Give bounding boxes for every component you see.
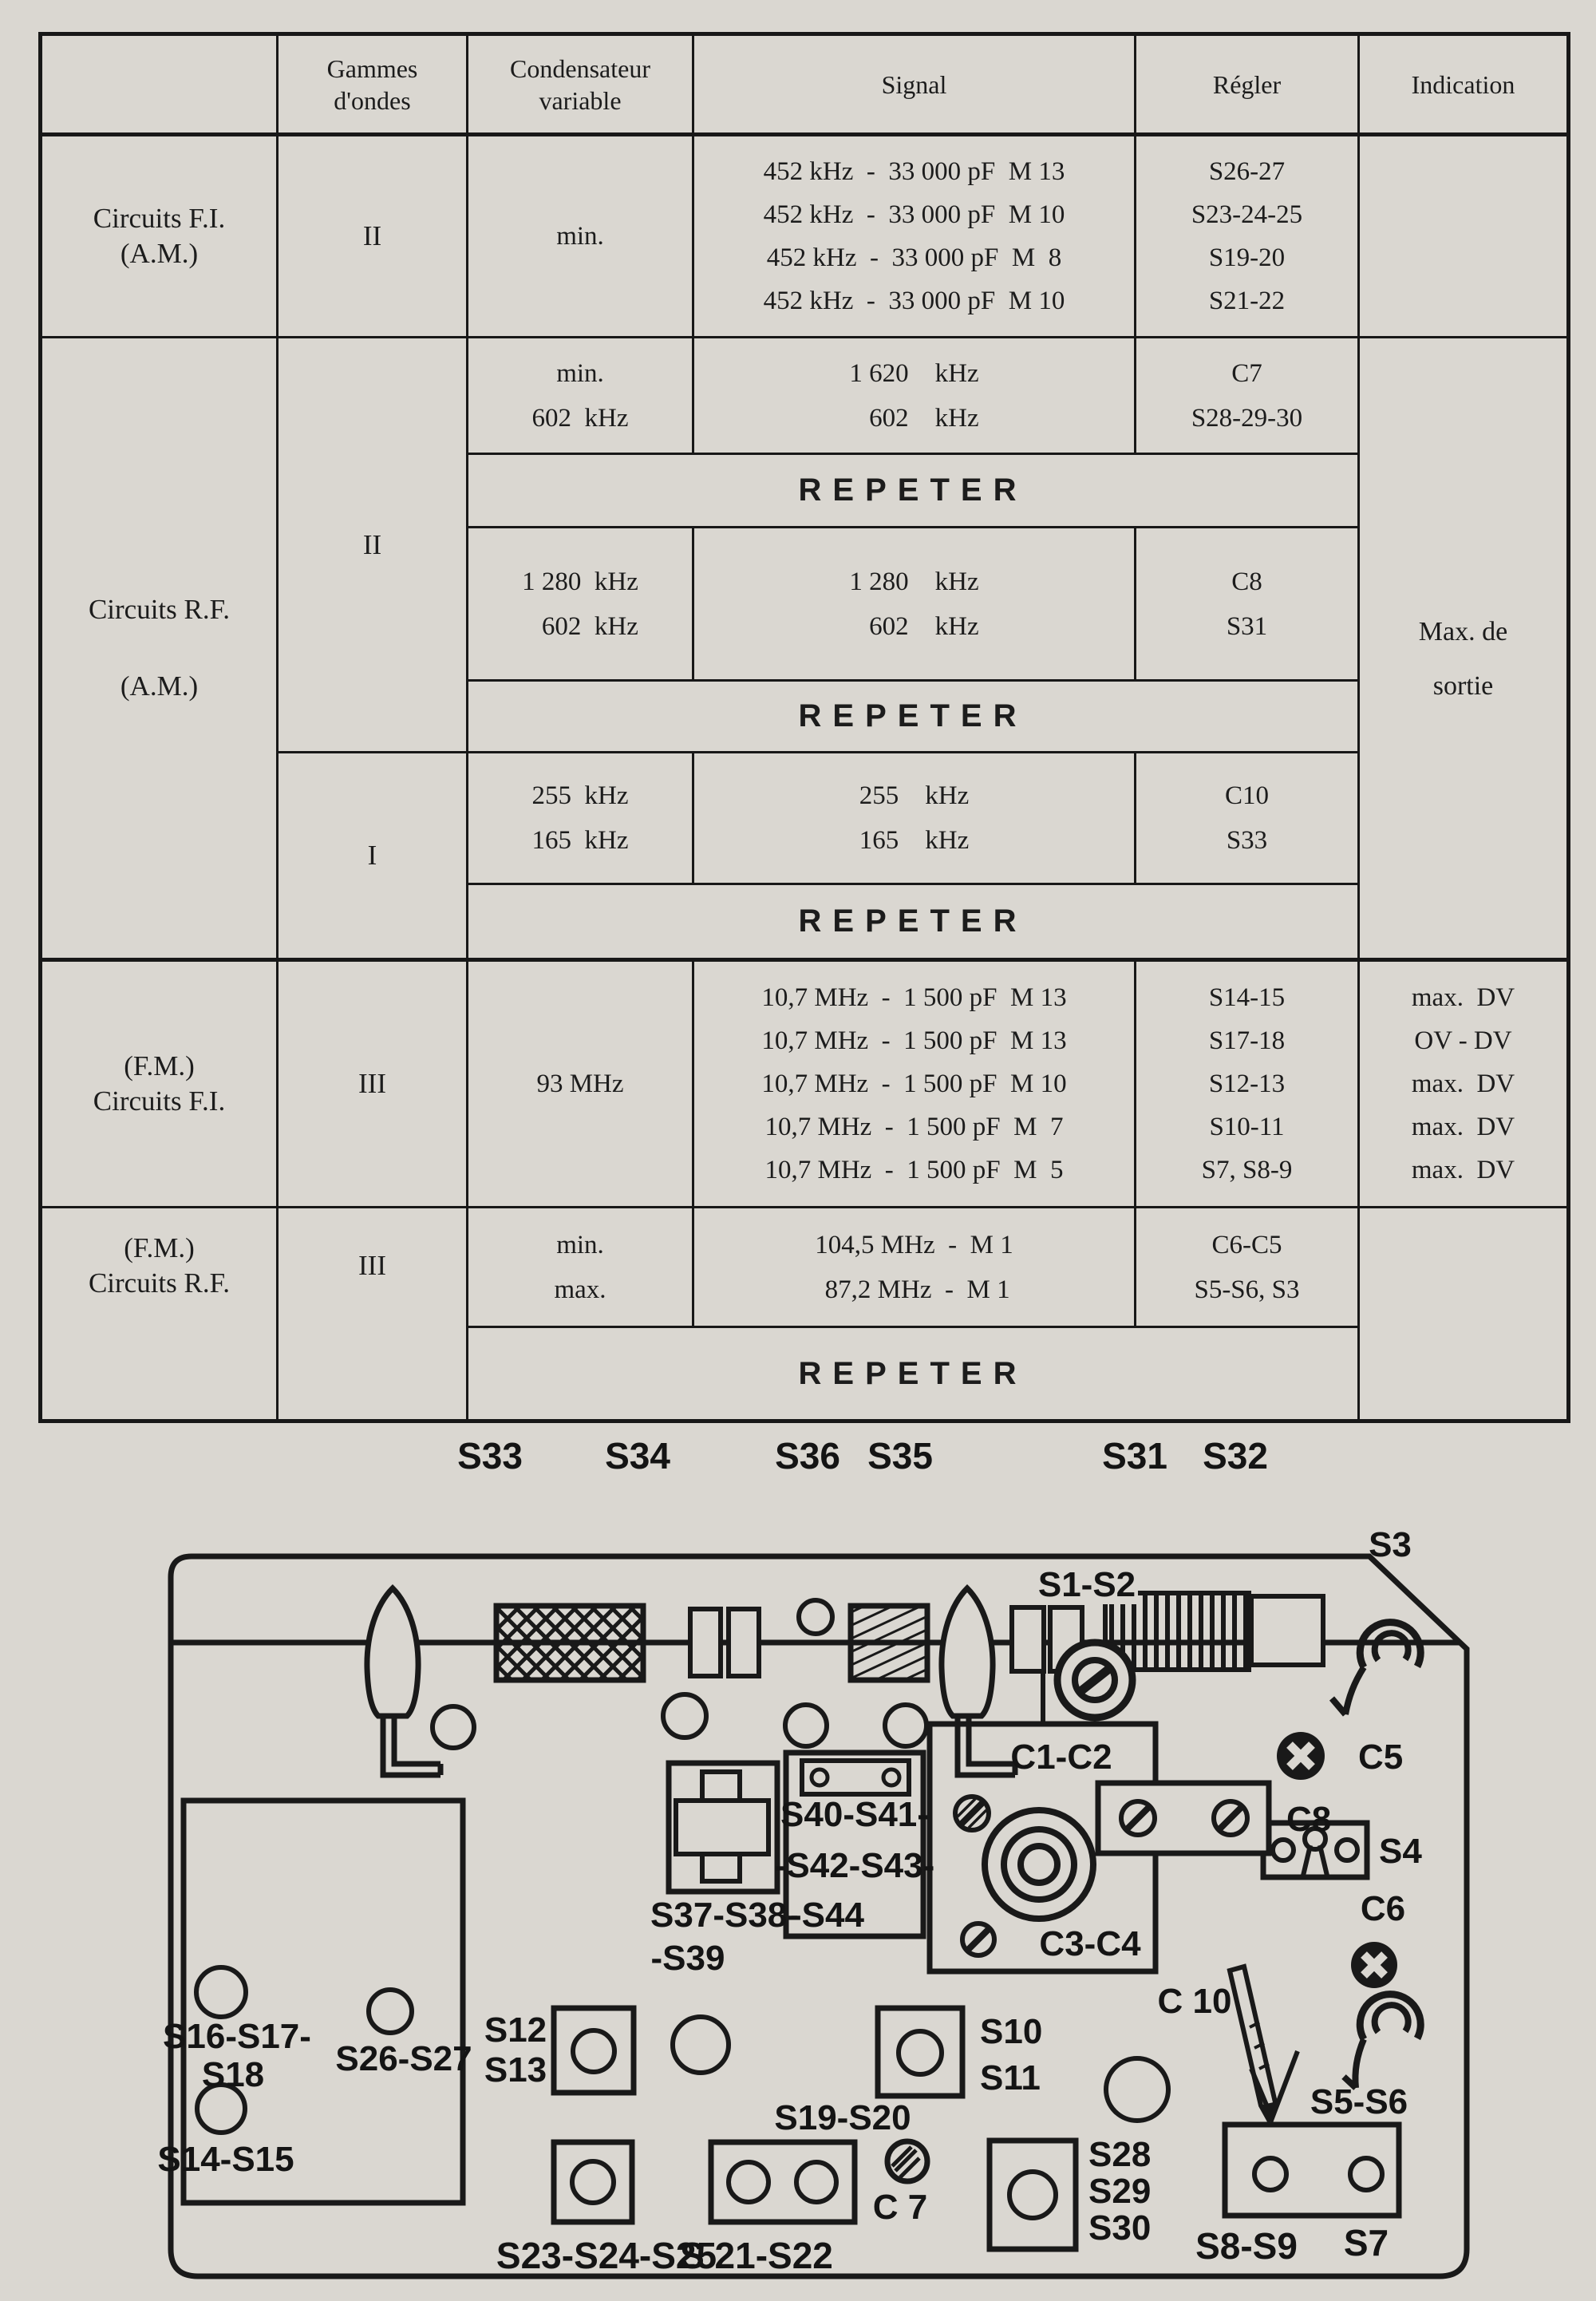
cell-fi-am-signal xyxy=(693,135,1136,338)
signal-line: 87,2 MHz - M 1 xyxy=(818,1275,1010,1304)
s12-s13-hole-icon xyxy=(573,2030,614,2072)
cell-rf-am-sub1-cond xyxy=(468,338,693,454)
label-s34: S34 xyxy=(605,1435,670,1477)
label-s14-s15: S14-S15 xyxy=(157,2140,294,2179)
cell-rf-am-sub1-regler xyxy=(1136,338,1359,454)
label-s3: S3 xyxy=(1369,1525,1412,1564)
label-c7: C 7 xyxy=(872,2188,928,2227)
regler-line: S17-18 xyxy=(1208,1026,1286,1055)
indication-line: Max. de xyxy=(1418,617,1508,646)
cell-fi-am-indication xyxy=(1359,135,1569,338)
cell-fm-fi-label xyxy=(41,960,278,1208)
s3-coil-icon xyxy=(1332,1623,1420,1714)
cell-fm-fi-signal xyxy=(693,960,1136,1208)
cell-fm-rf-gamme: III xyxy=(278,1208,468,1421)
c5-screw-icon xyxy=(1277,1732,1325,1780)
cell-fi-am-gamme: II xyxy=(278,135,468,338)
label-s39: -S39 xyxy=(650,1939,725,1978)
label-s30: S30 xyxy=(1088,2208,1152,2248)
row-label-line: Circuits R.F. xyxy=(88,594,231,625)
cell-rf-am-sub3-cond xyxy=(468,753,693,884)
regler-line: C10 xyxy=(1224,781,1269,810)
label-s10: S10 xyxy=(980,2012,1043,2051)
cell-fi-am-cond: min. xyxy=(468,135,693,338)
label-s35: S35 xyxy=(867,1435,933,1477)
label-s42-s43: -S42-S43- xyxy=(774,1846,935,1885)
s23-s24-s25-hole-icon xyxy=(572,2161,614,2203)
row-label-line: (A.M.) xyxy=(120,238,199,269)
label-s21-s22: S 21-S22 xyxy=(680,2235,833,2276)
regler-line: S31 xyxy=(1226,611,1268,641)
cond-line: 1 280 kHz xyxy=(522,567,638,596)
coil-s35-icon xyxy=(851,1606,927,1680)
regler-line: S28-29-30 xyxy=(1191,403,1303,433)
label-c5: C5 xyxy=(1358,1738,1404,1777)
label-s33: S33 xyxy=(457,1435,523,1477)
regler-line: C8 xyxy=(1231,567,1262,596)
regler-line: S12-13 xyxy=(1208,1069,1286,1098)
repeat-label: REPETER xyxy=(798,903,1028,939)
cond-line: 602 kHz xyxy=(522,611,638,641)
c6-screw-icon xyxy=(1351,1942,1397,1988)
label-s18: S18 xyxy=(201,2055,265,2094)
signal-line: 10,7 MHz - 1 500 pF M 13 xyxy=(761,983,1067,1012)
indication-line: max. DV xyxy=(1411,1069,1515,1098)
cell-fm-rf-label xyxy=(41,1208,278,1421)
regler-line: S14-15 xyxy=(1208,983,1286,1012)
table-header-row xyxy=(41,34,1569,135)
s26-s27-hole-icon xyxy=(369,1990,412,2033)
indication-line: max. DV xyxy=(1411,983,1515,1012)
label-c1-c2: C1-C2 xyxy=(1010,1738,1112,1777)
label-s32: S32 xyxy=(1203,1435,1268,1477)
label-s13: S13 xyxy=(484,2050,547,2089)
label-c10: C 10 xyxy=(1157,1982,1232,2021)
s21-s22-hole-icon xyxy=(796,2162,836,2202)
label-s5-s6: S5-S6 xyxy=(1310,2082,1408,2121)
cell-repeat-4 xyxy=(468,1327,1359,1421)
signal-line: 255 kHz xyxy=(859,781,970,810)
regler-line: S21-22 xyxy=(1208,287,1286,315)
regler-line: S5-S6, S3 xyxy=(1194,1275,1300,1304)
label-s31: S31 xyxy=(1102,1435,1167,1477)
row-label-line: (A.M.) xyxy=(120,670,199,702)
signal-line: 452 kHz - 33 000 pF M 13 xyxy=(763,157,1065,186)
cond-line: min. xyxy=(556,358,604,388)
row-label-line: (F.M.) xyxy=(124,1232,195,1263)
c7-screw-icon xyxy=(887,2141,927,2181)
c8-component-icon xyxy=(1098,1783,1269,1853)
label-s23-s24-s25: S23-S24-S25 xyxy=(496,2235,717,2276)
regler-line: S26-27 xyxy=(1208,157,1286,186)
regler-line: C6-C5 xyxy=(1211,1230,1282,1259)
label-s4: S4 xyxy=(1379,1832,1422,1871)
cell-repeat-2 xyxy=(468,681,1359,753)
pcb-diagram xyxy=(0,1429,1596,2301)
ferrite-core-icon xyxy=(367,1588,418,1716)
cell-rf-am-gamme-ii: II xyxy=(278,338,468,753)
cell-rf-am-gamme-i: I xyxy=(278,753,468,960)
cond-line: 165 kHz xyxy=(531,826,629,855)
cell-rf-am-sub2-regler xyxy=(1136,528,1359,681)
label-s29: S29 xyxy=(1088,2172,1152,2211)
signal-line: 1 620 kHz xyxy=(849,358,979,388)
cell-rf-am-sub3-regler xyxy=(1136,753,1359,884)
s16-s17-s18-hole-icon xyxy=(196,1967,246,2017)
label-s12: S12 xyxy=(484,2010,547,2050)
s21-s22-hole-icon xyxy=(729,2162,768,2202)
label-s7: S7 xyxy=(1343,2222,1389,2263)
signal-line: 1 280 kHz xyxy=(849,567,979,596)
label-s26-s27: S26-S27 xyxy=(335,2039,472,2078)
row-fi-am xyxy=(41,135,1569,338)
signal-line: 10,7 MHz - 1 500 pF M 5 xyxy=(764,1156,1064,1184)
label-s8-s9: S8-S9 xyxy=(1195,2225,1298,2267)
calibration-table xyxy=(38,32,1570,1423)
repeat-label: REPETER xyxy=(798,698,1028,733)
header-signal: Signal xyxy=(693,34,1136,135)
cell-fm-fi-regler xyxy=(1136,960,1359,1208)
regler-line: S23-24-25 xyxy=(1191,200,1303,229)
pad-hole-icon xyxy=(1106,2058,1168,2121)
indication-line: sortie xyxy=(1432,671,1494,701)
cond-line: max. xyxy=(554,1275,606,1304)
s28-s29-s30-hole-icon xyxy=(1009,2172,1056,2218)
regler-line: C7 xyxy=(1231,358,1262,388)
label-s11: S11 xyxy=(980,2058,1041,2097)
c1-c2-trimmer-icon xyxy=(985,1810,1093,1919)
regler-line: S10-11 xyxy=(1209,1113,1285,1141)
row-label-line: Circuits F.I. xyxy=(93,1085,226,1117)
cell-rf-am-label xyxy=(41,338,278,960)
cell-repeat-3 xyxy=(468,884,1359,960)
cond-line: min. xyxy=(556,1230,604,1259)
label-s36: S36 xyxy=(775,1435,840,1477)
coil-former-icon xyxy=(1012,1607,1044,1671)
coil-s33-s34-icon xyxy=(496,1606,643,1680)
cell-fm-rf-cond xyxy=(468,1208,693,1327)
cell-fi-am-regler xyxy=(1136,135,1359,338)
label-s1-s2: S1-S2 xyxy=(1037,1565,1136,1604)
cell-fm-rf-signal xyxy=(693,1208,1136,1327)
cond-line: 602 kHz xyxy=(531,403,629,433)
label-s28: S28 xyxy=(1088,2135,1152,2174)
signal-line: 165 kHz xyxy=(859,826,970,855)
slotted-screw-icon xyxy=(955,1797,989,1830)
signal-line: 10,7 MHz - 1 500 pF M 13 xyxy=(761,1026,1067,1055)
label-s16-s17: S16-S17- xyxy=(163,2017,311,2056)
header-condensateur: Condensateur variable xyxy=(468,34,693,135)
signal-line: 452 kHz - 33 000 pF M 10 xyxy=(763,200,1065,229)
signal-line: 104,5 MHz - M 1 xyxy=(815,1230,1013,1259)
coil-former-icon xyxy=(729,1609,759,1676)
s28-s29-s30-block xyxy=(990,2141,1076,2249)
signal-line: 452 kHz - 33 000 pF M 10 xyxy=(763,287,1065,315)
coil-former-icon xyxy=(1251,1596,1323,1665)
label-s44: -S44 xyxy=(790,1896,864,1935)
row-rf-am-sub1 xyxy=(41,338,1569,454)
signal-line: 10,7 MHz - 1 500 pF M 10 xyxy=(761,1069,1067,1098)
regler-line: S33 xyxy=(1226,826,1268,855)
signal-line: 602 kHz xyxy=(849,403,979,433)
cell-rf-am-sub2-cond xyxy=(468,528,693,681)
header-empty xyxy=(41,34,278,135)
pad-hole-icon xyxy=(433,1706,474,1748)
row-fm-rf xyxy=(41,1208,1569,1327)
cell-rf-am-sub1-signal xyxy=(693,338,1136,454)
cell-fm-rf-indication xyxy=(1359,1208,1569,1421)
s10-s11-hole-icon xyxy=(899,2031,942,2074)
label-s37-s38: S37-S38- xyxy=(650,1896,799,1935)
indication-line: OV - DV xyxy=(1414,1026,1512,1055)
regler-line: S7, S8-9 xyxy=(1201,1156,1293,1184)
row-label-line: Circuits R.F. xyxy=(88,1267,231,1299)
signal-line: 10,7 MHz - 1 500 pF M 7 xyxy=(764,1113,1064,1141)
slotted-screw-icon xyxy=(962,1923,994,1955)
s12-s13-block xyxy=(554,2008,634,2093)
row-fm-fi xyxy=(41,960,1569,1208)
c10-adjust-tool-icon xyxy=(1230,1967,1298,2120)
cell-repeat-1 xyxy=(468,454,1359,528)
s36-hole-icon xyxy=(799,1600,832,1634)
s5-s6-coil-icon xyxy=(1344,1995,1420,2088)
regler-line: S19-20 xyxy=(1208,243,1286,272)
pad-hole-icon xyxy=(663,1694,706,1738)
signal-line: 452 kHz - 33 000 pF M 8 xyxy=(766,243,1062,272)
s7-hole-icon xyxy=(1350,2158,1382,2190)
s10-s11-block xyxy=(878,2008,962,2096)
header-indication: Indication xyxy=(1359,34,1569,135)
cell-fm-rf-regler xyxy=(1136,1208,1359,1327)
cell-rf-am-sub3-signal xyxy=(693,753,1136,884)
cell-fm-fi-cond: 93 MHz xyxy=(468,960,693,1208)
repeat-label: REPETER xyxy=(798,1355,1028,1391)
ferrite-core-icon xyxy=(942,1588,993,1716)
row-label-line: Circuits F.I. xyxy=(93,203,226,234)
s23-s24-s25-block xyxy=(554,2142,632,2222)
label-c3-c4: C3-C4 xyxy=(1039,1924,1141,1963)
repeat-label: REPETER xyxy=(798,472,1028,508)
s21-s22-block xyxy=(711,2142,855,2222)
signal-line: 602 kHz xyxy=(849,611,979,641)
cell-fm-fi-gamme: III xyxy=(278,960,468,1208)
coil-former-icon xyxy=(690,1609,721,1676)
cond-line: 255 kHz xyxy=(531,781,629,810)
pad-hole-icon xyxy=(673,2017,729,2073)
indication-line: max. DV xyxy=(1411,1113,1515,1141)
header-gammes: Gammes d'ondes xyxy=(278,34,468,135)
cell-fm-fi-indication xyxy=(1359,960,1569,1208)
header-regler: Régler xyxy=(1136,34,1359,135)
label-s19-s20: S19-S20 xyxy=(774,2098,911,2137)
label-s40-s41: S40-S41- xyxy=(780,1795,929,1834)
label-c6: C6 xyxy=(1360,1889,1406,1928)
cell-fi-am-label xyxy=(41,135,278,338)
row-label-line: (F.M.) xyxy=(124,1050,195,1081)
s37-s38-s39-component-icon xyxy=(669,1763,777,1892)
label-c8: C8 xyxy=(1286,1800,1332,1839)
s8-s9-hole-icon xyxy=(1254,2158,1286,2190)
indication-line: max. DV xyxy=(1411,1156,1515,1184)
s8-s9-s7-block xyxy=(1225,2125,1399,2216)
cell-rf-am-indication xyxy=(1359,338,1569,960)
cell-rf-am-sub2-signal xyxy=(693,528,1136,681)
